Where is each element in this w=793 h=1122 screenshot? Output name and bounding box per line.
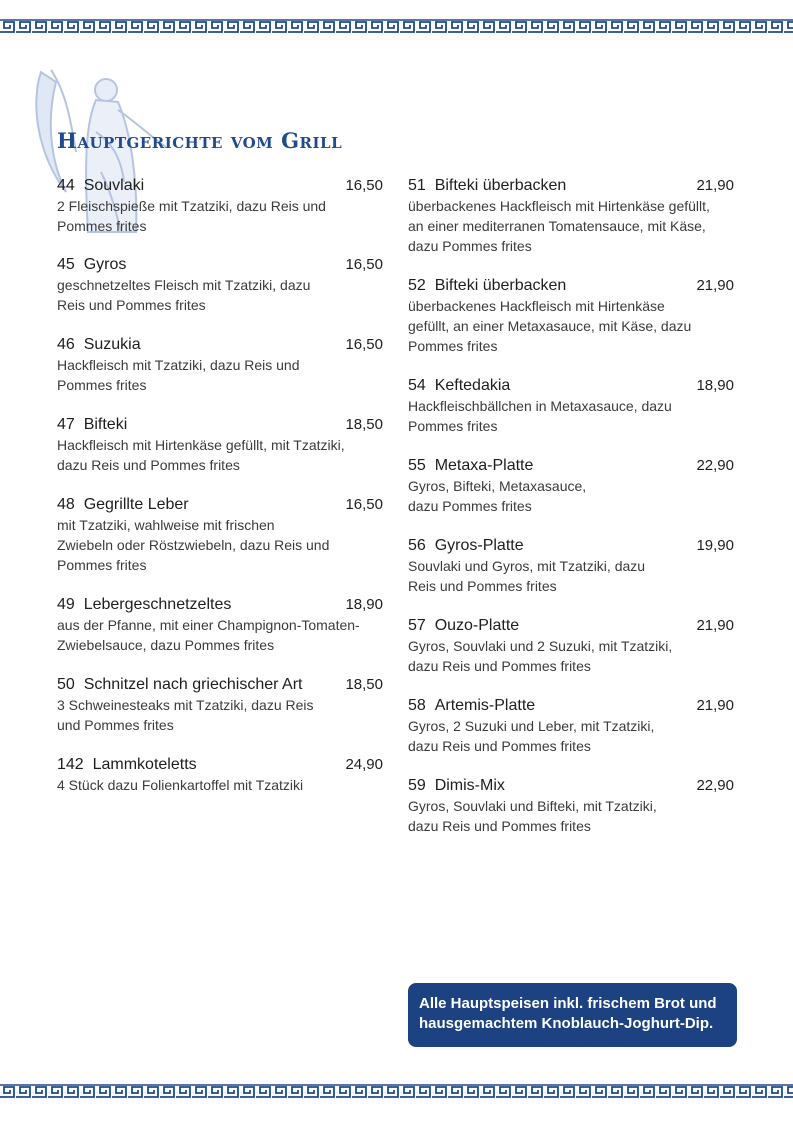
menu-item-header [408,276,734,296]
menu-item-description: geschnetzeltes Fleisch mit Tzatziki, dazu Reis und Pommes frites [57,277,311,313]
info-note-box [408,983,737,1047]
menu-item-description: Hackfleischbällchen in Metaxasauce, dazu Pommes frites [408,398,672,434]
greek-key-border-bottom [0,1084,793,1098]
menu-item-title [408,536,524,556]
menu-item-price: 21,90 [696,617,734,634]
menu-item-number: 50 [57,676,75,693]
menu-item-description: 2 Fleischspieße mit Tzatziki, dazu Reis und Pommes frites [57,198,326,234]
menu-item-title [408,696,535,716]
greek-key-border-top [0,19,793,33]
menu-item-title [57,595,231,615]
menu-item-name: Suzukia [83,336,141,353]
menu-item-name: Gyros-Platte [434,537,524,554]
menu-item-title [57,335,141,355]
menu-item-header [408,536,734,556]
menu-item-price: 18,50 [345,416,383,433]
menu-item-description: Gyros, 2 Suzuki und Leber, mit Tzatziki, dazu Reis und Pommes frites [408,718,655,754]
menu-item-header [57,675,383,695]
menu-item-number: 54 [408,377,426,394]
menu-item-price: 22,90 [696,777,734,794]
menu-item-number: 52 [408,277,426,294]
menu-item-description: überbackenes Hackfleisch mit Hirtenkäse gefüllt, an einer mediterranen Tomatensauce, mit Käse, dazu Pommes frites [408,198,710,254]
menu-item [57,255,383,315]
note-line-2: hausgemachtem Knoblauch-Joghurt-Dip. [419,1015,714,1032]
menu-item-description: Gyros, Bifteki, Metaxasauce, dazu Pommes frites [408,478,587,514]
menu-item-price: 22,90 [696,457,734,474]
menu-item-number: 48 [57,496,75,513]
menu-item-name: Metaxa-Platte [434,457,534,474]
menu-item [408,776,734,836]
menu-item [408,376,734,436]
menu-item-name: Bifteki überbacken [434,177,567,194]
menu-item-title [408,176,566,196]
menu-item-name: Gegrillte Leber [83,496,189,513]
menu-item-name: Gyros [83,256,127,273]
menu-item-header [57,415,383,435]
menu-item-name: Souvlaki [83,177,145,194]
menu-item-header [408,376,734,396]
menu-item [408,536,734,596]
menu-item-name: Schnitzel nach griechischer Art [83,676,303,693]
menu-item [57,755,383,795]
menu-item-price: 18,90 [696,377,734,394]
menu-item-header [408,176,734,196]
menu-item-header [408,776,734,796]
menu-item-description: Hackfleisch mit Tzatziki, dazu Reis und Pommes frites [57,357,300,393]
menu-item-title [408,616,519,636]
menu-item-number: 58 [408,697,426,714]
menu-item-description: überbackenes Hackfleisch mit Hirtenkäse gefüllt, an einer Metaxasauce, mit Käse, dazu Pommes frites [408,298,692,354]
menu-item-title [57,255,126,275]
menu-item [408,696,734,756]
menu-item-number: 55 [408,457,426,474]
menu-item-title [408,276,566,296]
menu-item-header [57,595,383,615]
menu-item-title [57,176,144,196]
menu-item-header [408,696,734,716]
menu-item-description: Gyros, Souvlaki und 2 Suzuki, mit Tzatziki, dazu Reis und Pommes frites [408,638,673,674]
menu-item-description: 4 Stück dazu Folienkartoffel mit Tzatziki [57,777,304,793]
menu-item-description: Hackfleisch mit Hirtenkäse gefüllt, mit Tzatziki, dazu Reis und Pommes frites [57,437,345,473]
menu-item [57,495,383,575]
menu-item-title [57,755,197,775]
menu-item-description: 3 Schweinesteaks mit Tzatziki, dazu Reis und Pommes frites [57,697,314,733]
menu-item-name: Dimis-Mix [434,777,505,794]
menu-item-price: 21,90 [696,177,734,194]
menu-item-price: 16,50 [345,256,383,273]
menu-item-price: 21,90 [696,277,734,294]
menu-item-name: Bifteki überbacken [434,277,567,294]
menu-item-header [57,495,383,515]
menu-item-name: Artemis-Platte [434,697,536,714]
menu-item [408,616,734,676]
menu-item [57,675,383,735]
page-title: Hauptgerichte vom Grill [57,128,343,153]
menu-item-title [57,675,302,695]
menu-item-header [57,176,383,196]
menu-item-name: Lammkoteletts [92,756,197,773]
menu-item-name: Lebergeschnetzeltes [83,596,232,613]
menu-item [408,456,734,516]
menu-item-description: Gyros, Souvlaki und Bifteki, mit Tzatziki, dazu Reis und Pommes frites [408,798,657,834]
note-line-1: Alle Hauptspeisen inkl. frischem Brot und [419,995,717,1012]
menu-item [57,415,383,475]
menu-item-number: 51 [408,177,426,194]
menu-item-header [57,335,383,355]
menu-item-number: 45 [57,256,75,273]
menu-item-name: Bifteki [83,416,128,433]
menu-item-name: Ouzo-Platte [434,617,520,634]
menu-item-price: 18,90 [345,596,383,613]
menu-item-number: 46 [57,336,75,353]
menu-item-description: aus der Pfanne, mit einer Champignon-Tomaten-Zwiebelsauce, dazu Pommes frites [57,617,360,653]
menu-item-price: 18,50 [345,676,383,693]
menu-item-header [57,255,383,275]
menu-item-title [408,376,510,396]
menu-item-price: 24,90 [345,756,383,773]
menu-item-header [57,755,383,775]
menu-item-title [57,495,189,515]
menu-item-price: 21,90 [696,697,734,714]
menu-item-price: 19,90 [696,537,734,554]
menu-item-header [408,456,734,476]
menu-item-number: 47 [57,416,75,433]
menu-item-price: 16,50 [345,496,383,513]
menu-item-number: 44 [57,177,75,194]
menu-item-number: 49 [57,596,75,613]
menu-item [408,276,734,356]
menu-item-title [408,456,533,476]
menu-item-name: Keftedakia [434,377,511,394]
menu-item [57,176,383,236]
menu-item-header [408,616,734,636]
menu-item-title [57,415,127,435]
menu-item [57,595,383,655]
menu-item-number: 59 [408,777,426,794]
menu-item-description: Souvlaki und Gyros, mit Tzatziki, dazu Reis und Pommes frites [408,558,646,594]
menu-item [57,335,383,395]
menu-item-price: 16,50 [345,177,383,194]
menu-item-number: 57 [408,617,426,634]
menu-item-number: 142 [57,756,84,773]
menu-item [408,176,734,256]
menu-item-title [408,776,505,796]
menu-item-number: 56 [408,537,426,554]
menu-item-price: 16,50 [345,336,383,353]
menu-item-description: mit Tzatziki, wahlweise mit frischen Zwiebeln oder Röstzwiebeln, dazu Reis und Pommes frites [57,517,330,573]
